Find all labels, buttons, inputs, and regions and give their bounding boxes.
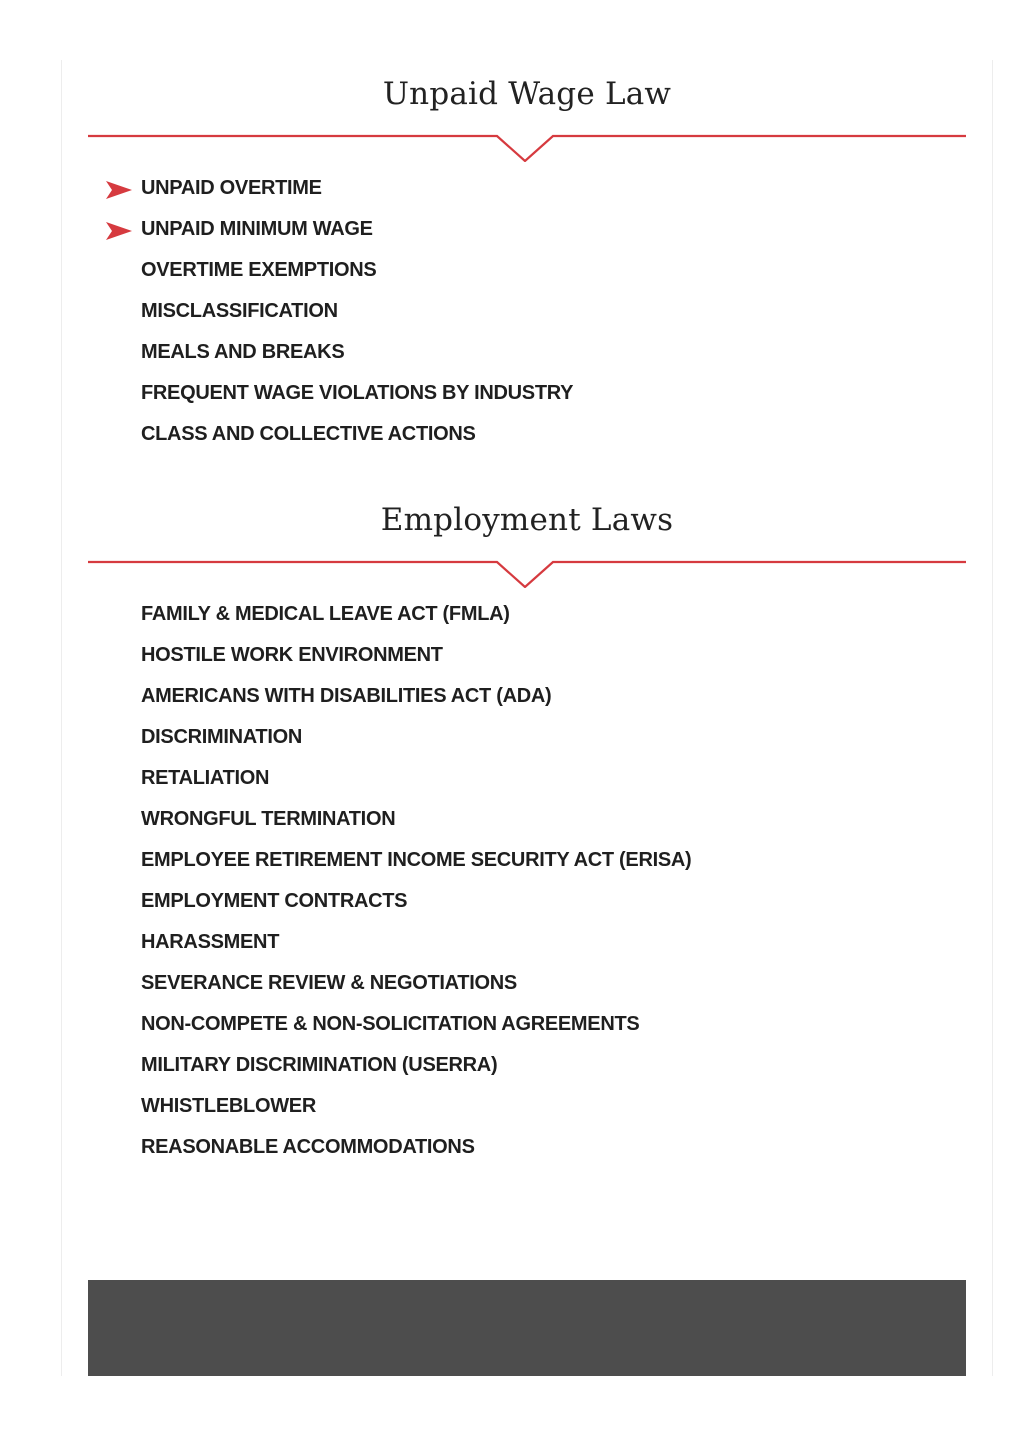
section-title: Unpaid Wage Law [382, 76, 672, 112]
list-item [62, 1093, 922, 1123]
list-item [62, 339, 922, 369]
list-item [62, 1052, 922, 1082]
list-item [62, 642, 922, 672]
nav-link-misclassification[interactable]: MISCLASSIFICATION [141, 300, 338, 322]
list-item [62, 806, 922, 836]
nav-link-non-compete[interactable]: NON-COMPETE & NON-SOLICITATION AGREEMENTS [141, 1013, 640, 1035]
list-item [62, 1011, 922, 1041]
nav-link-discrimination[interactable]: DISCRIMINATION [141, 726, 302, 748]
list-item [62, 847, 922, 877]
nav-link-meals-and-breaks[interactable]: MEALS AND BREAKS [141, 341, 345, 363]
nav-link-class-collective-actions[interactable]: CLASS AND COLLECTIVE ACTIONS [141, 423, 476, 445]
list-item [62, 929, 922, 959]
nav-link-severance-review[interactable]: SEVERANCE REVIEW & NEGOTIATIONS [141, 972, 517, 994]
nav-link-retaliation[interactable]: RETALIATION [141, 767, 270, 789]
nav-link-userra[interactable]: MILITARY DISCRIMINATION (USERRA) [141, 1054, 498, 1076]
list-item [62, 216, 922, 246]
list-item [62, 175, 922, 205]
list-item [62, 683, 922, 713]
list-item [62, 1134, 922, 1164]
list-item [62, 888, 922, 918]
nav-link-unpaid-minimum-wage[interactable]: UNPAID MINIMUM WAGE [141, 218, 373, 240]
list-item [62, 765, 922, 795]
nav-link-wrongful-termination[interactable]: WRONGFUL TERMINATION [141, 808, 396, 830]
nav-link-overtime-exemptions[interactable]: OVERTIME EXEMPTIONS [141, 259, 377, 281]
footer-band [88, 1280, 966, 1376]
list-item [62, 380, 922, 410]
list-item [62, 724, 922, 754]
list-item [62, 298, 922, 328]
nav-link-erisa[interactable]: EMPLOYEE RETIREMENT INCOME SECURITY ACT (ERISA) [141, 849, 692, 871]
list-item [62, 601, 922, 631]
list-item [62, 421, 922, 451]
divider-chevron [88, 554, 966, 588]
nav-link-harassment[interactable]: HARASSMENT [141, 931, 280, 953]
practice-areas-panel [61, 60, 993, 1376]
divider-chevron [88, 128, 966, 162]
nav-link-fmla[interactable]: FAMILY & MEDICAL LEAVE ACT (FMLA) [141, 603, 510, 625]
nav-link-whistleblower[interactable]: WHISTLEBLOWER [141, 1095, 316, 1117]
nav-link-ada[interactable]: AMERICANS WITH DISABILITIES ACT (ADA) [141, 685, 552, 707]
nav-link-unpaid-overtime[interactable]: UNPAID OVERTIME [141, 177, 322, 199]
arrow-icon [106, 181, 132, 199]
list-item [62, 970, 922, 1000]
nav-link-frequent-wage-violations[interactable]: FREQUENT WAGE VIOLATIONS BY INDUSTRY [141, 382, 574, 404]
list-item [62, 257, 922, 287]
nav-link-employment-contracts[interactable]: EMPLOYMENT CONTRACTS [141, 890, 408, 912]
nav-link-reasonable-accommodations[interactable]: REASONABLE ACCOMMODATIONS [141, 1136, 475, 1158]
nav-link-hostile-work-environment[interactable]: HOSTILE WORK ENVIRONMENT [141, 644, 443, 666]
arrow-icon [106, 222, 132, 240]
section-title: Employment Laws [380, 502, 674, 538]
